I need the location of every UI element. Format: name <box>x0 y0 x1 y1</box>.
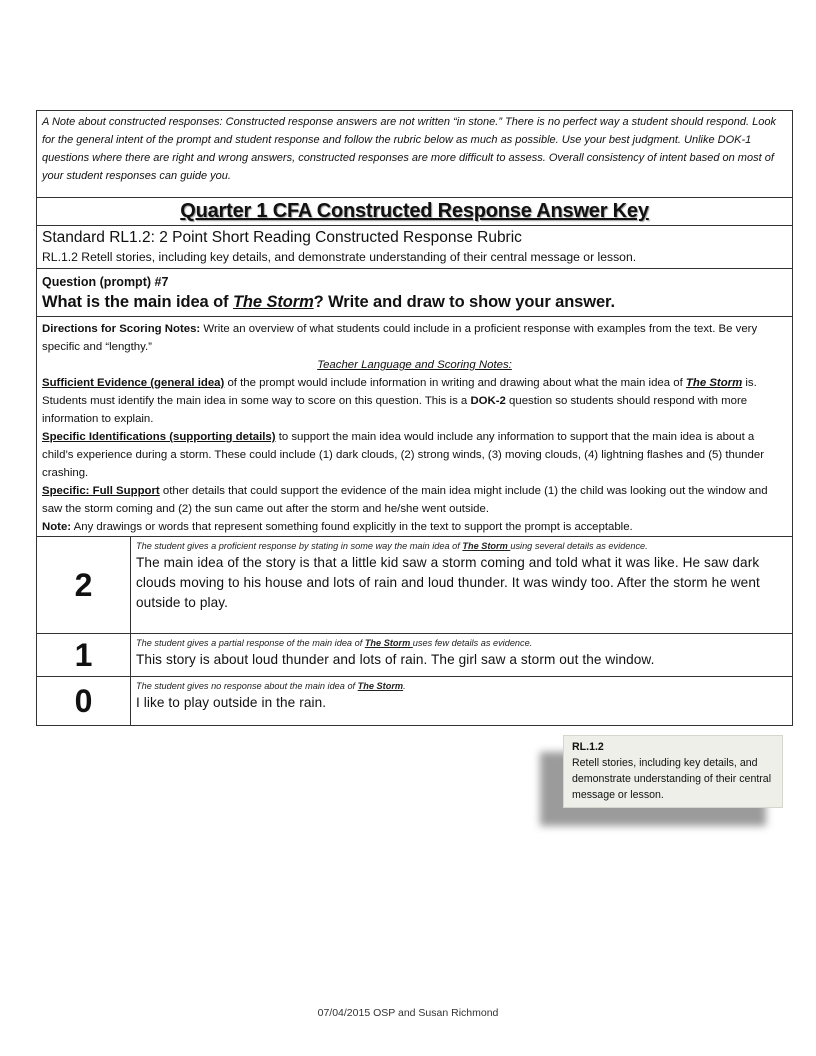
footer: 07/04/2015 OSP and Susan Richmond <box>317 1007 499 1019</box>
teacher-notes-heading: Teacher Language and Scoring Notes: <box>317 359 512 371</box>
standard-text: RL.1.2 Retell stories, including key details, and demonstrate understanding of their central message or lesson. <box>42 250 637 264</box>
score-0: 0 <box>37 677 131 726</box>
standard-callout-box <box>563 735 783 808</box>
constructed-response-note: A Note about constructed responses: Constructed response answers are not written “in stone.” There is no perfect way a student should respond. Look for the general intent of the prompt and student response and follow the rubric below as much as possible. Use your best judgment. Unlike DOK-1 questions where there are right and wrong answers, constructed responses are more difficult to assess. Overall consistency of intent based on most of your student responses can guide you. <box>37 111 793 198</box>
directions-row <box>37 317 793 537</box>
question-row <box>37 269 793 317</box>
score-1: 1 <box>37 634 131 677</box>
answer-key-table <box>36 110 793 726</box>
callout-text: Retell stories, including key details, and demonstrate understanding of their central message or lesson. <box>572 757 772 801</box>
rubric-example: This story is about loud thunder and lots of rain. The girl saw a storm out the window. <box>136 652 655 667</box>
directions-paragraph: Directions for Scoring Notes: Write an overview of what students could include in a proficient response with examples from the text. Be very specific and “lengthy.” <box>42 323 758 353</box>
title-row <box>37 198 793 226</box>
rubric-row-2 <box>37 537 793 634</box>
standard-heading: Standard RL1.2: 2 Point Short Reading Constructed Response Rubric <box>42 229 522 246</box>
note-row <box>37 111 793 198</box>
callout-heading: RL.1.2 <box>572 741 604 753</box>
specific-identifications-paragraph: Specific Identifications (supporting details) to support the main idea would include any information to support that the main idea is about a child’s experience during a storm. These could include (1) dark clouds, (2) strong winds, (3) moving clouds, (4) lightning flashes and (5) thunder crashing. <box>42 431 764 479</box>
rubric-row-0 <box>37 677 793 726</box>
rubric-row-1 <box>37 634 793 677</box>
question-text: What is the main idea of The Storm? Write and draw to show your answer. <box>42 293 615 311</box>
scoring-note-paragraph: Note: Any drawings or words that represent something found explicitly in the text to support the prompt is acceptable. <box>42 521 633 533</box>
rubric-description: The student gives no response about the main idea of The Storm. <box>136 681 406 691</box>
directions-label: Directions for Scoring Notes: <box>42 323 201 335</box>
page-title: Quarter 1 CFA Constructed Response Answer Key <box>180 200 649 222</box>
sufficient-evidence-paragraph: Sufficient Evidence (general idea) of the prompt would include information in writing and drawing about what the main idea of The Storm is. Students must identify the main idea in some way to score on this question. This is a DOK-2 question so students should respond with more information to explain. <box>42 377 757 425</box>
rubric-example: The main idea of the story is that a little kid saw a storm coming and told what it was like. He saw dark clouds moving to his house and lots of rain and loud thunder. It was windy too. After the storm he went outside to play. <box>136 555 760 610</box>
standard-row <box>37 226 793 269</box>
story-title: The Storm <box>232 293 314 311</box>
score-2: 2 <box>37 537 131 634</box>
rubric-example: I like to play outside in the rain. <box>136 695 327 710</box>
question-label: Question (prompt) #7 <box>42 275 169 289</box>
full-support-paragraph: Specific: Full Support other details that could support the evidence of the main idea might include (1) the child was looking out the window and saw the storm coming and (2) the sun came out after the storm and he/she went outside. <box>42 485 768 515</box>
rubric-description: The student gives a proficient response by stating in some way the main idea of The Storm using several details as evidence. <box>136 541 648 551</box>
rubric-description: The student gives a partial response of the main idea of The Storm uses few details as evidence. <box>136 638 533 648</box>
